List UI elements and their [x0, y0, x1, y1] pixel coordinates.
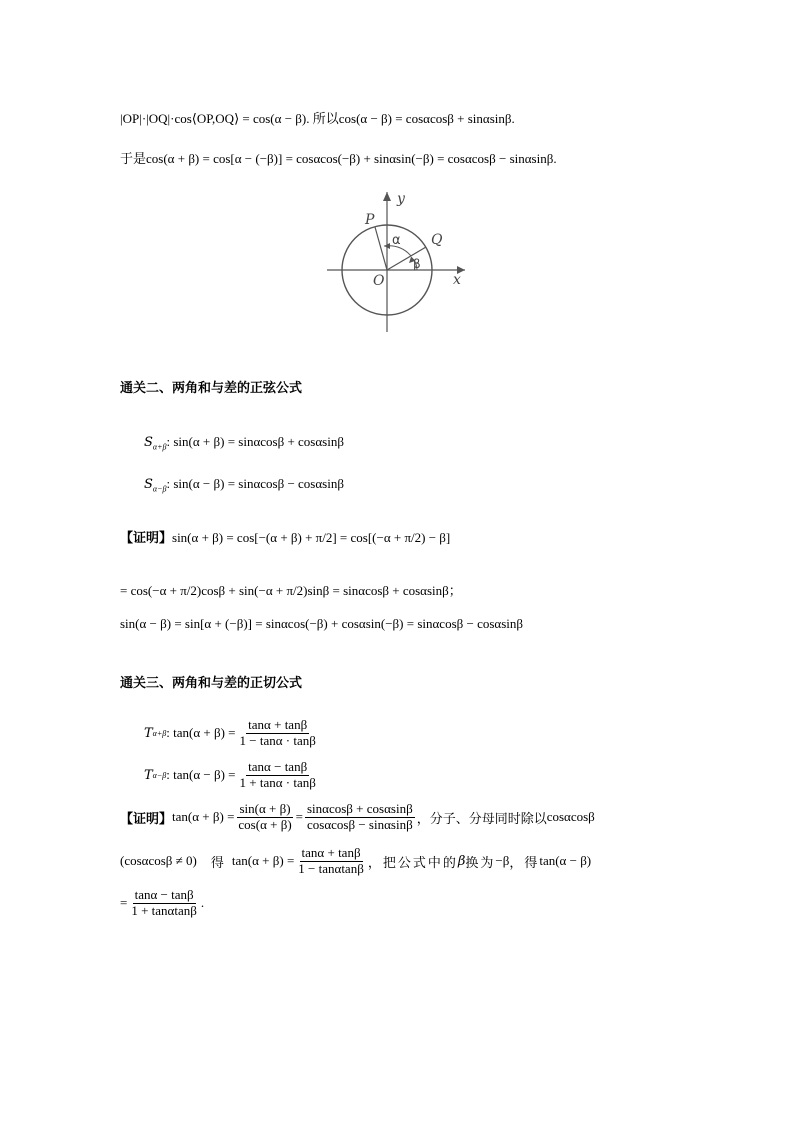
tan-proof-divide-text: ，分子、分母同时除以 [416, 811, 547, 827]
tan-sum-den: 1 − tanα · tanβ [239, 732, 316, 748]
sine-proof-line1 [120, 527, 450, 546]
tan-proof-frac4 [129, 888, 199, 919]
label-alpha: α [392, 233, 401, 248]
sine-diff-formula [144, 476, 344, 494]
tan-proof-tag: 【证明】 [120, 811, 173, 827]
tan-diff-sub: α−β [152, 770, 167, 780]
tan-proof-frac3-den: 1 − tanαtanβ [298, 860, 364, 876]
top-line2-expr: cos(α + β) = cos[α − (−β)] = cosαcos(−β) + sinαsin(−β) = cosαcosβ − sinαsinβ. [146, 151, 557, 166]
top-line1-result: cos(α − β) = cosαcosβ + sinαsinβ. [338, 111, 515, 126]
tan-diff-fraction [238, 760, 318, 791]
tan-sum-fraction [238, 718, 318, 749]
tan-proof-replace-beta: β [457, 853, 466, 869]
tan-proof-frac1-num: sin(α + β) [239, 801, 291, 816]
radius-op [375, 227, 387, 270]
tan-proof-cond: (cosαcosβ ≠ 0) [120, 853, 197, 869]
tan-proof-frac2 [305, 802, 415, 833]
section3-heading: 通关三、两角和与差的正切公式 [120, 676, 303, 691]
tan-proof-replace-text2: 换为 [465, 855, 496, 871]
y-axis-arrow [383, 192, 391, 201]
sine-proof-tag: 【证明】 [120, 531, 173, 546]
sine-proof-text1: sin(α + β) = cos[−(α + β) + π/2] = cos[(−α + π/2) − β] [172, 530, 451, 545]
section2-heading: 通关二、两角和与差的正弦公式 [120, 381, 303, 396]
label-o: O [373, 273, 385, 289]
sine-proof-line3: sin(α − β) = sin[α + (−β)] = sinαcos(−β) + cosαsin(−β) = sinαcosβ − cosαsinβ [120, 616, 523, 631]
tan-proof-divide-expr: cosαcosβ [546, 809, 595, 825]
sine-diff-text: : sin(α − β) = sinαcosβ − cosαsinβ [166, 476, 344, 491]
tan-diff-formula [144, 760, 320, 791]
sine-sum-text: : sin(α + β) = sinαcosβ + cosαsinβ [166, 434, 344, 449]
sine-proof-line2: = cos(−α + π/2)cosβ + sin(−α + π/2)sinβ = sinαcosβ + cosαsinβ； [120, 583, 462, 598]
tan-sum-lhs: : tan(α + β) = [166, 725, 236, 741]
tan-proof-get2: ，得 [509, 855, 540, 871]
tan-diff-num: tanα − tanβ [248, 759, 308, 774]
tan-diff-den: 1 + tanα · tanβ [239, 774, 316, 790]
sine-sum-sub: α+β [152, 442, 167, 452]
tan-proof-final-eq: = [120, 895, 128, 911]
tan-proof-get-lhs: tan(α + β) = [231, 853, 295, 869]
tan-proof-line3 [120, 888, 204, 919]
tan-proof-final-lhs: tan(α − β) [539, 853, 592, 869]
tan-sum-formula [144, 718, 320, 749]
unit-circle-figure [325, 186, 470, 336]
sine-diff-sub: α−β [152, 484, 167, 494]
tan-sum-sub: α+β [152, 728, 167, 738]
tan-proof-frac1-den: cos(α + β) [238, 816, 292, 832]
tan-sum-label: T [144, 725, 153, 741]
label-x: x [453, 272, 461, 288]
tan-proof-final-dot: . [200, 895, 205, 911]
tan-proof-frac3 [296, 846, 366, 877]
tan-proof-get: 得 [210, 855, 224, 871]
label-q: Q [431, 232, 443, 248]
tan-proof-frac3-num: tanα + tanβ [301, 845, 361, 860]
tan-proof-frac4-den: 1 + tanαtanβ [131, 902, 197, 918]
sine-sum-label: S [144, 435, 153, 450]
tan-proof-frac2-num: sinαcosβ + cosαsinβ [307, 801, 413, 816]
tan-diff-lhs: : tan(α − β) = [166, 767, 236, 783]
sine-diff-label: S [144, 477, 153, 492]
label-y: y [397, 191, 405, 207]
tan-proof-frac2-den: cosαcosβ − sinαsinβ [307, 816, 413, 832]
tan-sum-num: tanα + tanβ [248, 717, 308, 732]
tan-diff-label: T [144, 767, 153, 783]
tan-proof-replace-text: ，把公式中的 [367, 855, 458, 871]
tan-proof-frac1 [236, 802, 293, 833]
label-beta: β [413, 257, 421, 271]
tan-proof-line1 [120, 802, 595, 833]
top-line1-expr: |OP|·|OQ|·cos⟨OP,OQ⟩ = cos(α − β) [120, 111, 307, 126]
tan-proof-line2 [120, 846, 591, 877]
top-line1-so: 所以 [312, 112, 339, 127]
top-line-1: |OP|·|OQ|·cos⟨OP,OQ⟩ = cos(α − β). 所以cos(α − β) = cosαcosβ + sinαsinβ. [120, 111, 515, 127]
sine-sum-formula [144, 434, 344, 452]
tan-proof-eq: = [295, 809, 303, 825]
label-p: P [365, 212, 375, 228]
tan-proof-lhs: tan(α + β) = [172, 809, 235, 825]
tan-proof-replace-neg: −β [495, 853, 510, 869]
top-line2-lead: 于是 [120, 152, 147, 167]
top-line-2 [120, 148, 557, 167]
tan-proof-frac4-num: tanα − tanβ [134, 887, 194, 902]
